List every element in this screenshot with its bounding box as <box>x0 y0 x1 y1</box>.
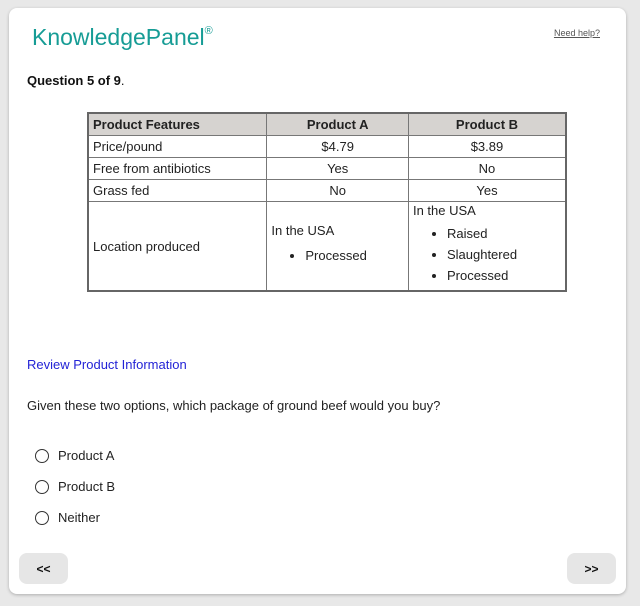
location-product-a <box>267 202 409 292</box>
need-help-link[interactable]: Need help? <box>553 28 600 38</box>
option-neither[interactable] <box>35 502 115 533</box>
header-product-b: Product B <box>408 113 566 136</box>
row-label-price: Price/pound <box>88 136 267 158</box>
option-label: Product B <box>58 479 116 494</box>
knowledgepanel-logo: KnowledgePanel® <box>32 24 213 50</box>
header-product-features: Product Features <box>88 113 267 136</box>
option-label: Product A <box>58 448 115 463</box>
answer-options <box>35 440 115 533</box>
option-product-b[interactable] <box>35 471 115 502</box>
price-product-a: $4.79 <box>267 136 409 158</box>
location-a-heading: In the USA <box>271 223 335 238</box>
option-product-a[interactable] <box>35 440 115 471</box>
price-product-b: $3.89 <box>408 136 566 158</box>
row-label-antibiotics: Free from antibiotics <box>88 158 267 180</box>
table-row <box>88 136 566 158</box>
location-a-list <box>271 248 404 264</box>
next-button[interactable]: >> <box>567 553 616 584</box>
option-label: Neither <box>58 510 100 525</box>
list-item: • Processed <box>447 268 561 284</box>
survey-panel <box>9 8 626 594</box>
grass-fed-product-a: No <box>267 180 409 202</box>
radio-product-a[interactable] <box>35 449 49 463</box>
header-product-a: Product A <box>267 113 409 136</box>
list-item: • Slaughtered <box>447 247 561 263</box>
radio-neither[interactable] <box>35 511 49 525</box>
grass-fed-product-b: Yes <box>408 180 566 202</box>
radio-product-b[interactable] <box>35 480 49 494</box>
question-number: Question 5 of 9. <box>27 73 125 88</box>
product-comparison-table <box>87 112 567 292</box>
table-row <box>88 202 566 292</box>
location-b-list <box>413 226 561 284</box>
antibiotics-product-a: Yes <box>267 158 409 180</box>
table-row <box>88 158 566 180</box>
review-product-information-link[interactable]: Review Product Information <box>27 357 187 372</box>
row-label-location: Location produced <box>88 202 267 292</box>
previous-button[interactable]: << <box>19 553 68 584</box>
table-row <box>88 180 566 202</box>
location-product-b <box>408 202 566 292</box>
location-b-heading: In the USA <box>412 203 476 218</box>
list-item: • Raised <box>447 226 561 242</box>
table-header-row <box>88 113 566 136</box>
row-label-grass-fed: Grass fed <box>88 180 267 202</box>
question-prompt: Given these two options, which package of ground beef would you buy? <box>27 398 441 413</box>
antibiotics-product-b: No <box>408 158 566 180</box>
list-item: • Processed <box>305 248 404 264</box>
